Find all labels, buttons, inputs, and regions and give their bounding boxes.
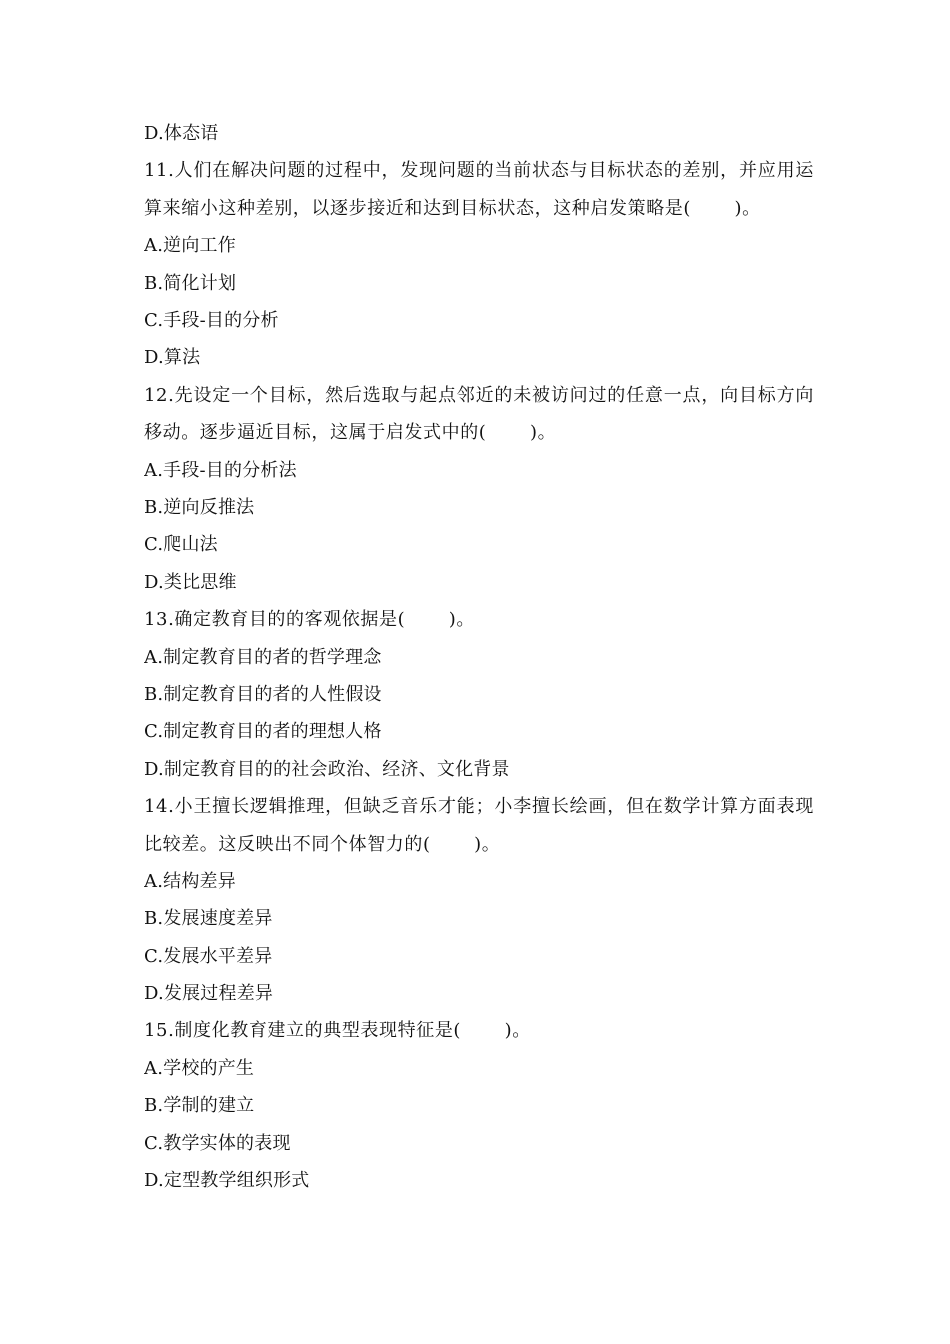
option-b: B.制定教育目的者的人性假设 <box>144 683 382 705</box>
option-c: C.手段-目的分析 <box>144 309 279 331</box>
question-stem: 11.人们在解决问题的过程中，发现问题的当前状态与目标状态的差别，并应用运算来缩小这种差别，以逐步接近和达到目标状态，这种启发策略是( )。 <box>144 160 814 219</box>
option-c: C.爬山法 <box>144 534 218 556</box>
option-d: D.类比思维 <box>144 571 237 593</box>
option-a: A.学校的产生 <box>144 1057 255 1079</box>
option-b: B.发展速度差异 <box>144 908 273 930</box>
option-a: A.手段-目的分析法 <box>144 459 297 481</box>
option-c: C.教学实体的表现 <box>144 1132 291 1154</box>
question-12 <box>144 377 814 601</box>
option-b: B.逆向反推法 <box>144 496 255 518</box>
question-15 <box>144 1012 814 1199</box>
question-stem: 14.小王擅长逻辑推理，但缺乏音乐才能；小李擅长绘画，但在数学计算方面表现比较差。这反映出不同个体智力的( )。 <box>144 796 814 855</box>
question-list <box>144 115 814 1199</box>
option-a: A.制定教育目的者的哲学理念 <box>144 646 382 668</box>
option-d: D.发展过程差异 <box>144 983 274 1005</box>
question-13 <box>144 601 814 788</box>
option-c: C.制定教育目的者的理想人格 <box>144 721 382 743</box>
option-d: D.定型教学组织形式 <box>144 1170 310 1192</box>
option-a: A.结构差异 <box>144 870 236 892</box>
option-a: A.逆向工作 <box>144 235 236 257</box>
question-stem: 15.制度化教育建立的典型表现特征是( )。 <box>144 1020 531 1042</box>
option-b: B.简化计划 <box>144 272 237 294</box>
question-stem: 12.先设定一个目标，然后选取与起点邻近的未被访问过的任意一点，向目标方向移动。逐步逼近目标，这属于启发式中的( )。 <box>144 384 814 444</box>
option-b: B.学制的建立 <box>144 1095 255 1117</box>
option-text: D.体态语 <box>144 123 219 144</box>
option-d: D.算法 <box>144 347 201 369</box>
option-c: C.发展水平差异 <box>144 945 273 967</box>
question-stem: 13.确定教育目的的客观依据是( )。 <box>144 609 475 631</box>
question-11 <box>144 152 814 376</box>
option-d: D.制定教育目的的社会政治、经济、文化背景 <box>144 758 510 780</box>
question-14 <box>144 788 814 1012</box>
